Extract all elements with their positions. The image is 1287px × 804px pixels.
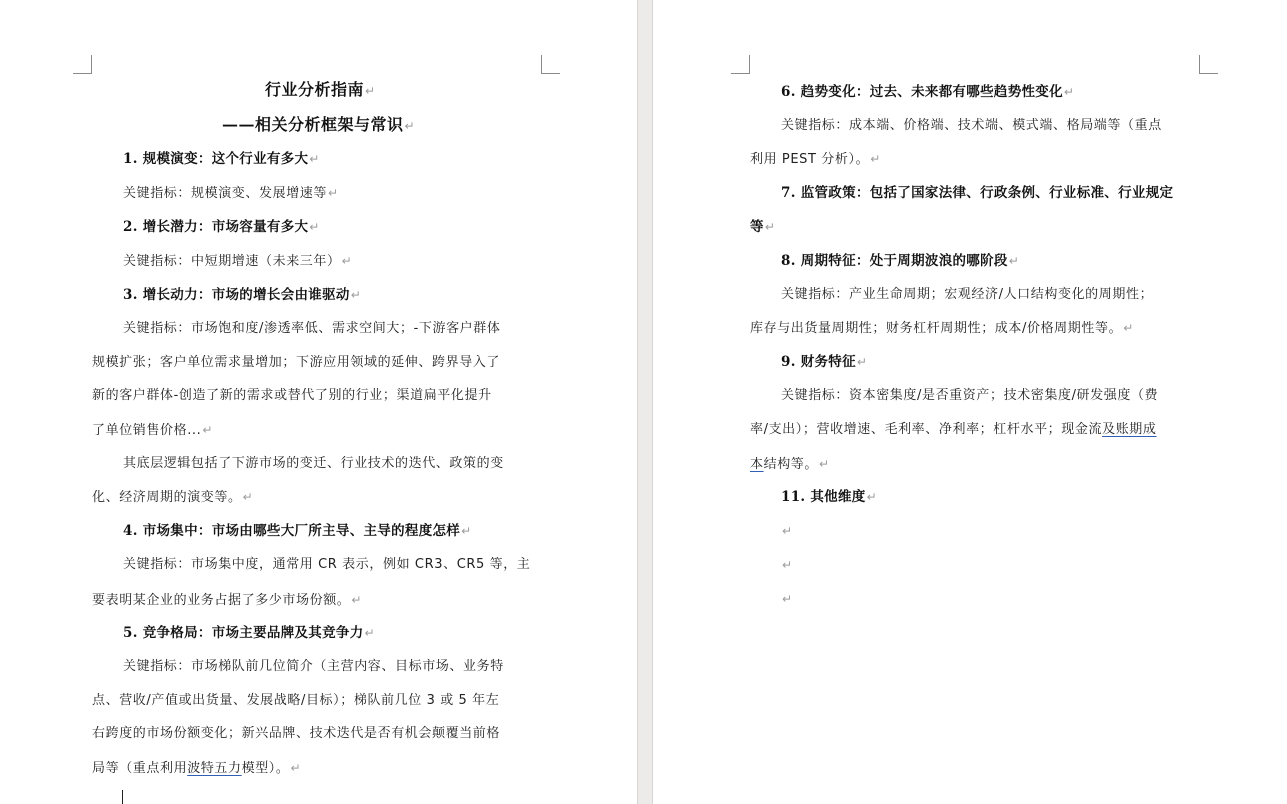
section-heading[interactable]: 7. 监管政策：包括了国家法律、行政条例、行业标准、行业规定 — [781, 185, 1174, 201]
body-text[interactable]: 率/支出）；营收增速、毛利率、净利率；杠杆水平；现金流及账期成 — [750, 422, 1157, 437]
body-text[interactable]: 关键指标：市场梯队前几位简介（主营内容、目标市场、业务特 — [123, 659, 504, 674]
margin-corner-mark — [1199, 55, 1218, 74]
section-heading[interactable]: 1. 规模演变：这个行业有多大↵ — [123, 151, 320, 167]
empty-paragraph-mark[interactable]: ↵ — [782, 558, 793, 572]
document-title[interactable]: 行业分析指南↵ — [265, 80, 376, 99]
document-subtitle[interactable]: ——相关分析框架与常识↵ — [222, 115, 415, 134]
body-text[interactable]: 要表明某企业的业务占据了多少市场份额。↵ — [92, 593, 362, 608]
section-heading[interactable]: 9. 财务特征↵ — [781, 354, 867, 370]
body-text[interactable]: 了单位销售价格...↵ — [92, 423, 213, 438]
body-text[interactable]: 右跨度的市场份额变化；新兴品牌、技术迭代是否有机会颠覆当前格 — [92, 726, 501, 741]
document-page-right — [653, 0, 1287, 804]
body-text[interactable]: 关键指标：资本密集度/是否重资产；技术密集度/研发强度（费 — [781, 388, 1159, 403]
section-heading[interactable]: 8. 周期特征：处于周期波浪的哪阶段↵ — [781, 253, 1019, 269]
section-heading[interactable]: 6. 趋势变化：过去、未来都有哪些趋势性变化↵ — [781, 84, 1074, 100]
empty-paragraph-mark[interactable]: ↵ — [782, 524, 793, 538]
section-heading[interactable]: 4. 市场集中：市场由哪些大厂所主导、主导的程度怎样↵ — [123, 523, 472, 539]
body-text[interactable]: 关键指标：产业生命周期；宏观经济/人口结构变化的周期性； — [781, 287, 1154, 302]
body-text[interactable]: 库存与出货量周期性；财务杠杆周期性；成本/价格周期性等。↵ — [750, 321, 1134, 336]
body-text[interactable]: 关键指标：中短期增速（未来三年）↵ — [123, 254, 352, 269]
margin-corner-mark — [731, 55, 750, 74]
body-text[interactable]: 关键指标：市场集中度，通常用 CR 表示，例如 CR3、CR5 等，主 — [123, 557, 531, 572]
section-heading[interactable]: 2. 增长潜力：市场容量有多大↵ — [123, 219, 320, 235]
empty-paragraph-mark[interactable]: ↵ — [782, 592, 793, 606]
page-gutter — [637, 0, 653, 804]
section-heading[interactable]: 5. 竞争格局：市场主要品牌及其竞争力↵ — [123, 625, 375, 641]
section-heading[interactable]: 3. 增长动力：市场的增长会由谁驱动↵ — [123, 287, 361, 303]
margin-corner-mark — [73, 55, 92, 74]
body-text[interactable]: 规模扩张；客户单位需求量增加；下游应用领域的延伸、跨界导入了 — [92, 355, 501, 370]
section-heading[interactable]: 11. 其他维度↵ — [781, 489, 877, 505]
spell-check-underline[interactable]: 本 — [750, 457, 764, 472]
section-heading[interactable]: 等↵ — [750, 219, 775, 235]
body-text[interactable]: 利用 PEST 分析）。↵ — [750, 152, 881, 167]
body-text[interactable]: 关键指标：市场饱和度/渗透率低、需求空间大；-下游客户群体 — [123, 321, 501, 336]
document-page-left — [0, 0, 637, 804]
text-cursor — [122, 790, 123, 804]
body-text[interactable]: 点、营收/产值或出货量、发展战略/目标）；梯队前几位 3 或 5 年左 — [92, 693, 500, 708]
body-text[interactable]: 化、经济周期的演变等。↵ — [92, 490, 253, 505]
spell-check-underline[interactable]: 波特五力 — [187, 761, 242, 776]
margin-corner-mark — [541, 55, 560, 74]
body-text[interactable]: 新的客户群体-创造了新的需求或替代了别的行业；渠道扁平化提升 — [92, 388, 492, 403]
body-text[interactable]: 其底层逻辑包括了下游市场的变迁、行业技术的迭代、政策的变 — [123, 456, 504, 471]
body-text[interactable]: 关键指标：成本端、价格端、技术端、模式端、格局端等（重点 — [781, 118, 1162, 133]
body-text[interactable]: 局等（重点利用波特五力模型）。↵ — [92, 761, 301, 776]
body-text[interactable]: 本结构等。↵ — [750, 457, 830, 472]
spell-check-underline[interactable]: 及账期成 — [1102, 422, 1157, 437]
body-text[interactable]: 关键指标：规模演变、发展增速等↵ — [123, 186, 339, 201]
